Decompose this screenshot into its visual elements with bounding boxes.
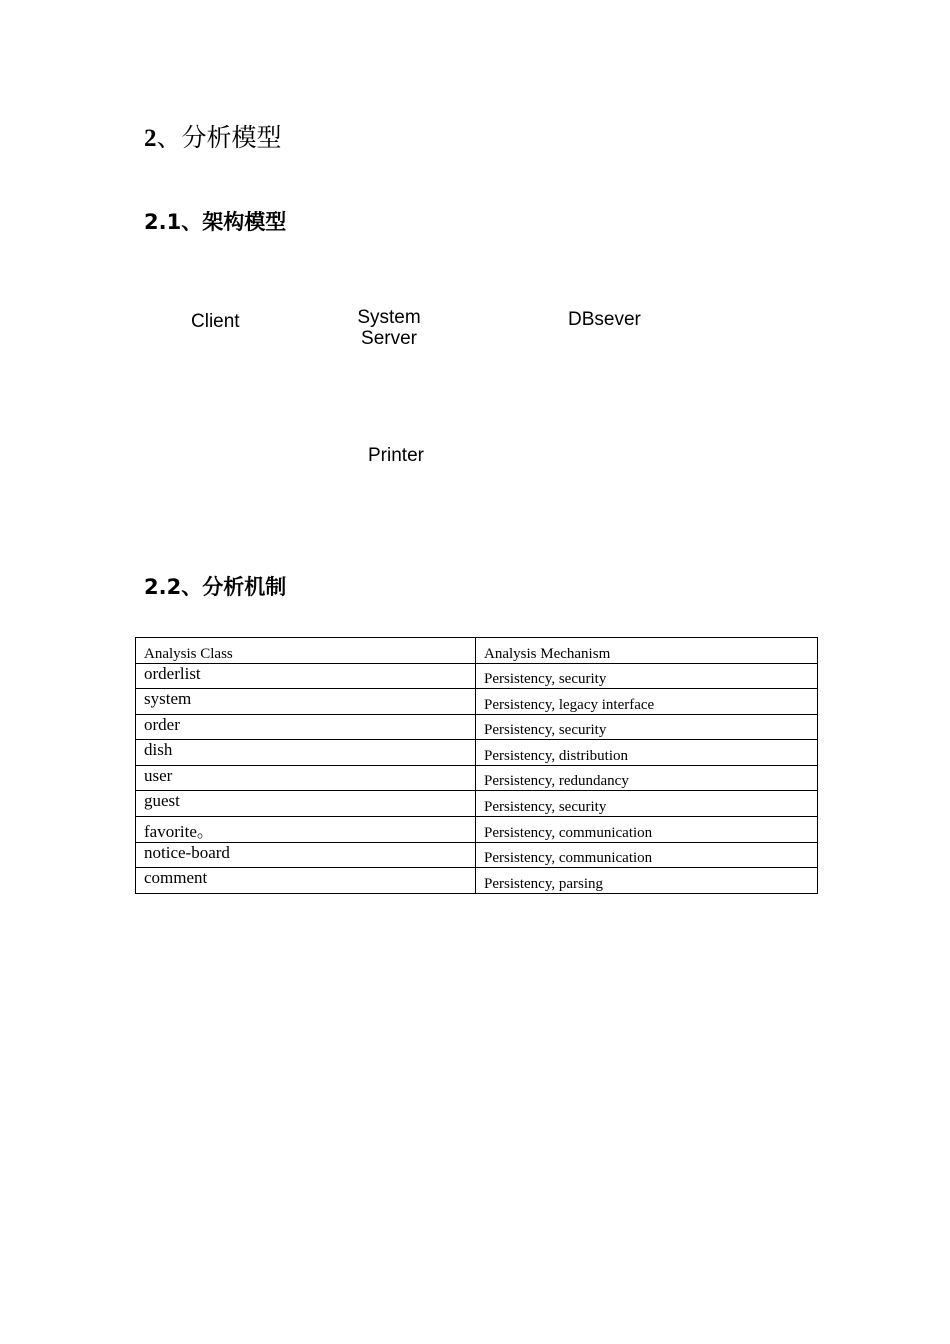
analysis-mechanism-cell: Persistency, security xyxy=(476,791,818,817)
table-row xyxy=(136,791,818,817)
table-row xyxy=(136,816,818,842)
client-node-label: Client xyxy=(191,311,240,332)
section-separator: 、 xyxy=(156,123,182,152)
table-header-row xyxy=(136,638,818,664)
architecture-heading xyxy=(144,208,286,236)
analysis-mechanism-cell: Persistency, redundancy xyxy=(476,765,818,791)
table-row xyxy=(136,765,818,791)
analysis-class-cell: favorite。 xyxy=(136,816,476,842)
server-node-line1: System xyxy=(357,307,421,328)
analysis-class-cell: system xyxy=(136,689,476,715)
db-node-label: DBsever xyxy=(568,309,641,330)
analysis-class-cell: guest xyxy=(136,791,476,817)
mechanism-heading xyxy=(144,573,286,601)
analysis-mechanism-cell: Persistency, parsing xyxy=(476,868,818,894)
table-row xyxy=(136,714,818,740)
analysis-mechanism-cell: Persistency, communication xyxy=(476,842,818,868)
architecture-separator: 、 xyxy=(181,210,203,234)
table-row xyxy=(136,689,818,715)
analysis-class-cell: order xyxy=(136,714,476,740)
analysis-mechanism-cell: Persistency, security xyxy=(476,714,818,740)
table-row xyxy=(136,663,818,689)
architecture-title: 架构模型 xyxy=(202,210,287,234)
architecture-number: 2.1 xyxy=(144,210,182,234)
section-title: 分析模型 xyxy=(181,123,282,152)
analysis-class-cell: comment xyxy=(136,868,476,894)
mechanism-separator: 、 xyxy=(181,575,203,599)
header-analysis-mechanism: Analysis Mechanism xyxy=(476,638,818,664)
analysis-class-cell: user xyxy=(136,765,476,791)
section-heading xyxy=(144,122,282,155)
analysis-class-cell: orderlist xyxy=(136,663,476,689)
mechanism-number: 2.2 xyxy=(144,575,182,599)
table-row xyxy=(136,868,818,894)
printer-node-label: Printer xyxy=(368,445,424,466)
analysis-mechanism-cell: Persistency, communication xyxy=(476,816,818,842)
mechanism-title: 分析机制 xyxy=(202,575,287,599)
analysis-mechanism-cell: Persistency, security xyxy=(476,663,818,689)
server-node-label xyxy=(350,307,428,349)
analysis-mechanism-cell: Persistency, distribution xyxy=(476,740,818,766)
server-node-line2: Server xyxy=(361,328,417,349)
table-row xyxy=(136,740,818,766)
section-number: 2 xyxy=(144,125,157,152)
analysis-class-cell: dish xyxy=(136,740,476,766)
table-row xyxy=(136,842,818,868)
analysis-class-cell: notice-board xyxy=(136,842,476,868)
header-analysis-class: Analysis Class xyxy=(136,638,476,664)
analysis-mechanism-cell: Persistency, legacy interface xyxy=(476,689,818,715)
analysis-mechanism-table xyxy=(135,637,818,894)
